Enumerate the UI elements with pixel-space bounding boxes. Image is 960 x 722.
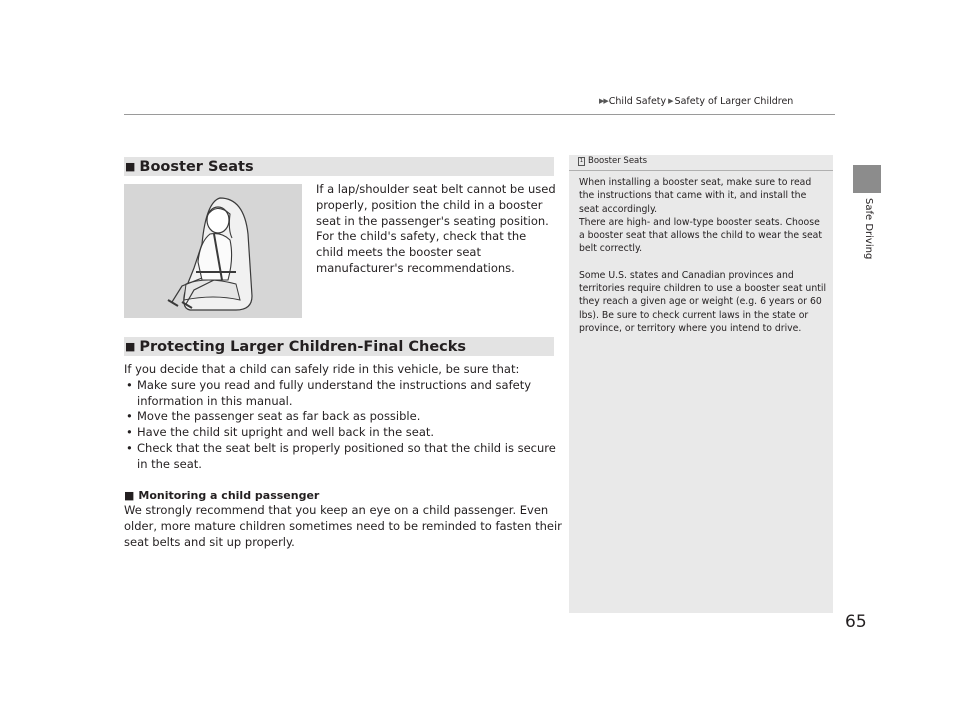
note-reference-icon: 1 — [579, 157, 584, 164]
breadcrumb-item-child-safety[interactable]: Child Safety — [608, 95, 667, 107]
monitoring-paragraph: We strongly recommend that you keep an eye on a child passenger. Even older, more mature children sometimes need to be reminded to fasten their seat belts and sit up properly. — [124, 503, 562, 549]
booster-seat-illustration — [124, 184, 302, 318]
breadcrumb — [598, 94, 793, 108]
final-checks-heading — [124, 337, 554, 356]
heading-square-icon: ■ — [125, 340, 136, 353]
list-item: • Make sure you read and fully understand the instructions and safety information in this manual. — [124, 378, 564, 410]
subheading-square-icon: ■ — [124, 488, 135, 502]
booster-seats-heading — [124, 157, 554, 176]
heading-square-icon: ■ — [125, 160, 136, 173]
sidebar-note-paragraph: When installing a booster seat, make sure to read the instructions that came with it, and install the seat accordingly. — [579, 177, 812, 215]
breadcrumb-item-larger-children[interactable]: Safety of Larger Children — [674, 95, 794, 107]
list-item: • Move the passenger seat as far back as possible. — [124, 409, 564, 425]
sidebar-note-divider — [569, 170, 833, 171]
header-divider — [124, 114, 835, 115]
booster-seats-heading-text: Booster Seats — [139, 158, 254, 175]
sidebar-note-paragraph: Some U.S. states and Canadian provinces and territories require children to use a booster seat until they reach a given age or weight (e.g. 6 years or 60 lbs). Be sure to check current laws in the state or province, or territory where you intend to drive. — [579, 269, 827, 334]
section-tab-marker — [853, 165, 881, 193]
final-checks-body — [124, 362, 564, 551]
sidebar-note-title — [578, 156, 647, 166]
monitoring-subheading-text: Monitoring a child passenger — [138, 488, 320, 502]
sidebar-note-body — [579, 176, 827, 348]
breadcrumb-arrow-icon: ▶▶ — [599, 97, 608, 105]
breadcrumb-arrow-icon: ▶ — [668, 97, 673, 105]
list-item: • Check that the seat belt is properly positioned so that the child is secure in the seat. — [124, 441, 564, 473]
booster-seats-intro: If a lap/shoulder seat belt cannot be used properly, position the child in a booster seat in the passenger's seating position. For the child's safety, check that the child meets the booster seat manufacturer's recommendations. — [316, 182, 556, 275]
sidebar-note-title-text: Booster Seats — [588, 156, 648, 166]
page-number: 65 — [845, 612, 867, 632]
sidebar-note-paragraph: There are high- and low-type booster seats. Choose a booster seat that allows the child to wear the seat belt correctly. — [579, 216, 823, 255]
final-checks-list — [124, 378, 564, 473]
final-checks-intro: If you decide that a child can safely ride in this vehicle, be sure that: — [124, 362, 520, 376]
list-item: • Have the child sit upright and well back in the seat. — [124, 425, 564, 441]
section-tab-label: Safe Driving — [863, 198, 874, 260]
final-checks-heading-text: Protecting Larger Children-Final Checks — [139, 338, 467, 355]
monitoring-subheading — [124, 488, 564, 504]
